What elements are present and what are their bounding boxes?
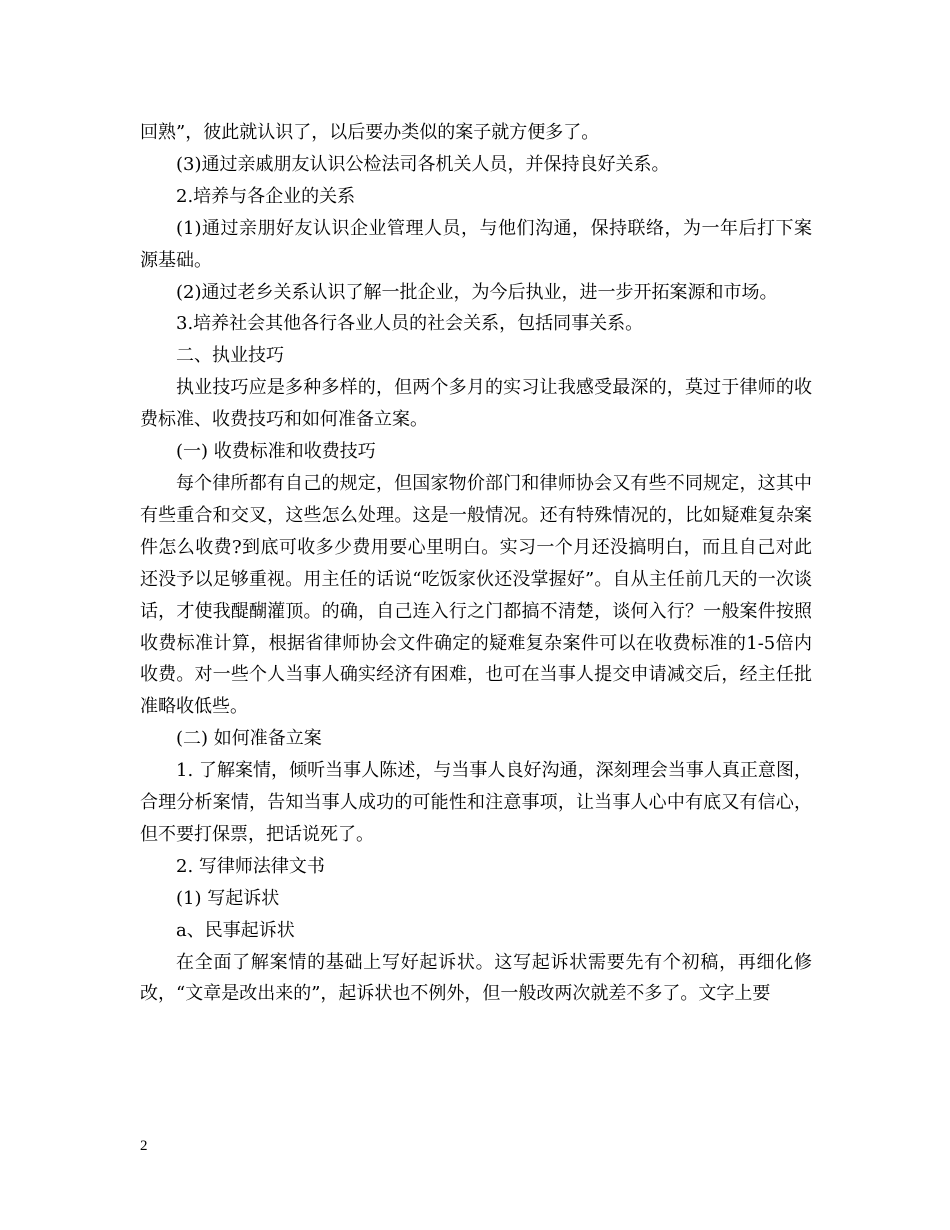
page-number: 2: [140, 1138, 148, 1154]
subheading-social-relations: 3.培养社会其他各行各业人员的社会关系，包括同事关系。: [176, 313, 644, 335]
subheading-enterprise-relations: 2.培养与各企业的关系: [176, 185, 356, 207]
paragraph-item-3: (3)通过亲戚朋友认识公检法司各机关人员，并保持良好关系。: [176, 153, 670, 175]
subheading-legal-documents: 2. 写律师法律文书: [176, 855, 325, 877]
paragraph-understand-case: 1. 了解案情，倾听当事人陈述，与当事人良好沟通，深刻理会当事人真正意图，合理分析案情，告知当事人成功的可能性和注意事项，让当事人心中有底又有信心，但不要打保票，把话说死了。: [140, 760, 812, 845]
paragraph-fee-details: 每个律所都有自己的规定，但国家物价部门和律师协会又有些不同规定，这其中有些重合和交叉，这些怎么处理。这是一般情况。还有特殊情况的，比如疑难复杂案件怎么收费?到底可收多少费用要心里明白。实习一个月还没搞明白，而且自己对此还没予以足够重视。用主任的话说“吃饭家伙还没掌握好”。自从主任前几天的一次谈话，才使我醍醐灌顶。的确，自己连入行之门都搞不清楚，谈何入行？一般案件按照收费标准计算，根据省律师协会文件确定的疑难复杂案件可以在收费标准的1-5倍内收费。对一些个人当事人确实经济有困难，也可在当事人提交申请减交后，经主任批准略收低些。: [140, 472, 812, 718]
paragraph-writing-complaint: 在全面了解案情的基础上写好起诉状。这写起诉状需要先有个初稿，再细化修改，“文章是改出来的”，起诉状也不例外，但一般改两次就差不多了。文字上要: [140, 951, 812, 1005]
subheading-civil-complaint: a、民事起诉状: [176, 919, 295, 941]
subheading-prepare-filing: (二) 如何准备立案: [176, 728, 322, 750]
body-text: [140, 117, 812, 1010]
paragraph-item-1: (1)通过亲朋好友认识企业管理人员，与他们沟通，保持联络，为一年后打下案源基础。: [140, 217, 812, 271]
paragraph-item-2: (2)通过老乡关系认识了解一批企业，为今后执业，进一步开拓案源和市场。: [176, 281, 778, 303]
subheading-complaint: (1) 写起诉状: [176, 887, 280, 909]
subheading-fee-standards: (一) 收费标准和收费技巧: [176, 441, 376, 463]
paragraph-continuation: 回熟”，彼此就认识了，以后要办类似的案子就方便多了。: [140, 122, 600, 143]
paragraph-skills-intro: 执业技巧应是多种多样的，但两个多月的实习让我感受最深的，莫过于律师的收费标准、收费技巧和如何准备立案。: [140, 377, 812, 431]
heading-practice-skills: 二、执业技巧: [176, 345, 284, 367]
